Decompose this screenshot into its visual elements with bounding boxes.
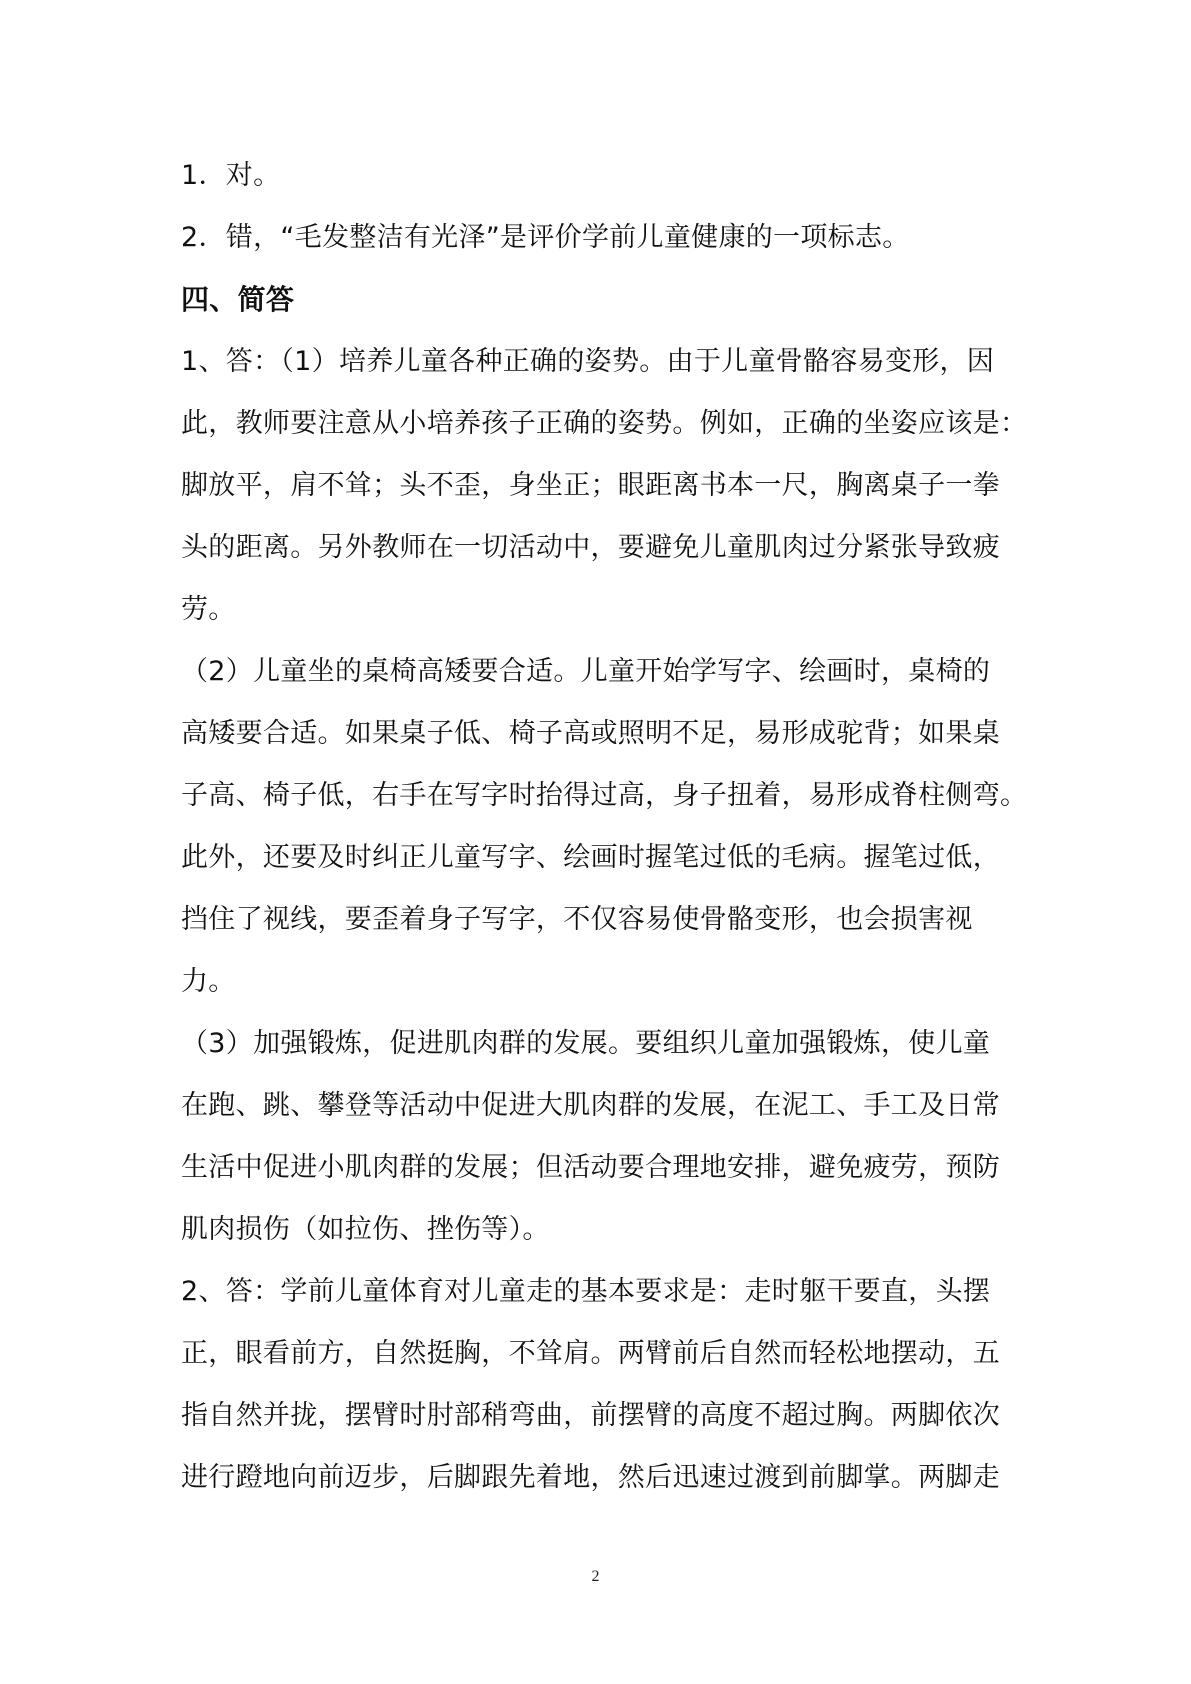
- text-line: 头的距离。另外教师在一切活动中，要避免儿童肌肉过分紧张导致疲: [181, 532, 1000, 563]
- answer-line-1: 1．对。: [181, 160, 281, 191]
- text-line: 高矮要合适。如果桌子低、椅子高或照明不足，易形成驼背；如果桌: [181, 718, 1000, 749]
- text-line: （2）儿童坐的桌椅高矮要合适。儿童开始学写字、绘画时，桌椅的: [181, 656, 991, 687]
- document-body: [181, 145, 1028, 1509]
- text-line: 此，教师要注意从小培养孩子正确的姿势。例如，正确的坐姿应该是：: [181, 408, 1028, 439]
- text-line: 进行蹬地向前迈步，后脚跟先着地，然后迅速过渡到前脚掌。两脚走: [181, 1462, 1000, 1493]
- page-number: 2: [591, 1568, 600, 1585]
- text-line: 指自然并拢，摆臂时肘部稍弯曲，前摆臂的高度不超过胸。两脚依次: [181, 1400, 1000, 1431]
- text-line: 在跑、跳、攀登等活动中促进大肌肉群的发展，在泥工、手工及日常: [181, 1090, 1000, 1121]
- text-line: 脚放平，肩不耸；头不歪，身坐正；眼距离书本一尺，胸离桌子一拳: [181, 470, 1000, 501]
- text-line: 2、答：学前儿童体育对儿童走的基本要求是：走时躯干要直，头摆: [181, 1276, 991, 1307]
- text-line: 挡住了视线，要歪着身子写字，不仅容易使骨骼变形，也会损害视: [181, 904, 973, 935]
- text-line: （3）加强锻炼，促进肌肉群的发展。要组织儿童加强锻炼，使儿童: [181, 1028, 991, 1059]
- text-line: 正，眼看前方，自然挺胸，不耸肩。两臂前后自然而轻松地摆动，五: [181, 1338, 1000, 1369]
- text-line: 劳。: [181, 594, 236, 625]
- text-line: 生活中促进小肌肉群的发展；但活动要合理地安排，避免疲劳，预防: [181, 1152, 1000, 1183]
- text-line: 肌肉损伤（如拉伤、挫伤等）。: [181, 1214, 550, 1245]
- text-line: 力。: [181, 966, 236, 997]
- section-heading: 四、简答: [181, 283, 295, 316]
- text-line: 1、答：（1）培养儿童各种正确的姿势。由于儿童骨骼容易变形，因: [181, 346, 995, 377]
- text-line: 子高、椅子低，右手在写字时抬得过高，身子扭着，易形成脊柱侧弯。: [181, 780, 1028, 811]
- text-line: 此外，还要及时纠正儿童写字、绘画时握笔过低的毛病。握笔过低，: [181, 842, 1000, 873]
- answer-line-2: 2．错，“毛发整洁有光泽”是评价学前儿童健康的一项标志。: [181, 222, 910, 253]
